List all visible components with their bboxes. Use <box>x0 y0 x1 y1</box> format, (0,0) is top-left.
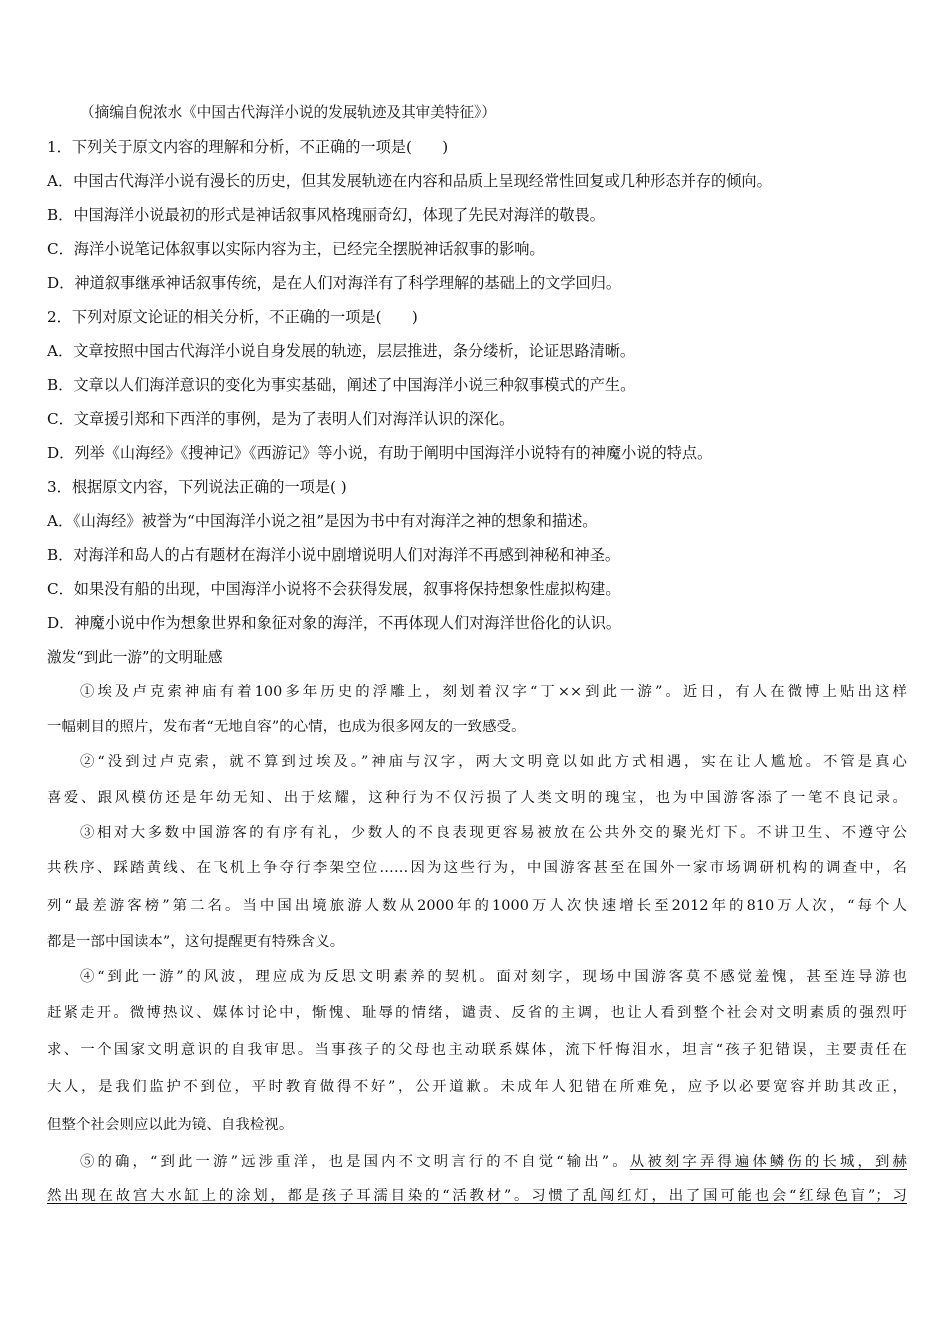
question-2-stem: 2．下列对原文论证的相关分析，不正确的一项是( ) <box>47 308 418 326</box>
question-3-option-b: B．对海洋和岛人的占有题材在海洋小说中剧增说明人们对海洋不再感到神秘和神圣。 <box>47 546 621 564</box>
question-1-option-c: C．海洋小说笔记体叙事以实际内容为主，已经完全摆脱神话叙事的影响。 <box>47 240 545 258</box>
question-2-option-b: B．文章以人们海洋意识的变化为事实基础，阐述了中国海洋小说三种叙事模式的产生。 <box>47 376 636 394</box>
paragraph-2-line-1: ②“没到过卢克索，就不算到过埃及。”神庙与汉字，两大文明竟以如此方式相遇，实在让人尴尬。不管是真心 <box>80 754 907 770</box>
question-2-option-d: D．列举《山海经》《搜神记》《西游记》等小说，有助于阐明中国海洋小说特有的神魔小说的特点。 <box>47 444 713 462</box>
question-2-option-c: C．文章援引郑和下西洋的事例，是为了表明人们对海洋认识的深化。 <box>47 410 515 428</box>
article-title: 激发“到此一游”的文明耻感 <box>47 649 223 666</box>
question-3-stem: 3．根据原文内容，下列说法正确的一项是( ) <box>47 478 347 496</box>
paragraph-3-line-1: ③相对大多数中国游客的有序有礼，少数人的不良表现更容易被放在公共外交的聚光灯下。不讲卫生、不遵守公 <box>80 825 907 841</box>
paragraph-4-line-5: 但整个社会则应以此为镜、自我检视。 <box>47 1117 294 1133</box>
question-3-option-a: A．《山海经》被誉为“中国海洋小说之祖”是因为书中有对海洋之神的想象和描述。 <box>47 512 598 530</box>
question-1-option-d: D．神道叙事继承神话叙事传统，是在人们对海洋有了科学理解的基础上的文学回归。 <box>47 274 622 292</box>
question-3-option-d: D．神魔小说中作为想象世界和象征对象的海洋，不再体现人们对海洋世俗化的认识。 <box>47 614 622 632</box>
paragraph-3-line-4: 都是一部中国读本”，这句提醒更有特殊含义。 <box>47 934 345 950</box>
paragraph-5-line-2: 然出现在故宫大水缸上的涂划，都是孩子耳濡目染的“活教材”。习惯了乱闯红灯，出了国可能也会“红绿色盲”；习 <box>47 1188 907 1204</box>
paragraph-1-line-1: ①埃及卢克索神庙有着100多年历史的浮雕上，刻划着汉字“丁××到此一游”。近日，有人在微博上贴出这样 <box>80 684 907 700</box>
paragraph-3-line-2: 共秩序、踩踏黄线、在飞机上争夺行李架空位……因为这些行为，中国游客甚至在国外一家市场调研机构的调查中，名 <box>47 860 907 876</box>
question-1-stem: 1．下列关于原文内容的理解和分析，不正确的一项是( ) <box>47 138 449 156</box>
question-1-option-a: A．中国古代海洋小说有漫长的历史，但其发展轨迹在内容和品质上呈现经常性回复或几种形态并存的倾向。 <box>47 172 772 190</box>
paragraph-4-line-1: ④“到此一游”的风波，理应成为反思文明素养的契机。面对刻字，现场中国游客莫不感觉羞愧，甚至连导游也 <box>80 969 907 985</box>
question-2-option-a: A．文章按照中国古代海洋小说自身发展的轨迹，层层推进，条分缕析，论证思路清晰。 <box>47 342 636 360</box>
question-3-option-c: C．如果没有船的出现，中国海洋小说将不会获得发展，叙事将保持想象性虚拟构建。 <box>47 580 621 598</box>
paragraph-2-line-2: 喜爱、跟风模仿还是年幼无知、出于炫耀，这种行为不仅污损了人类文明的瑰宝，也为中国游客添了一笔不良记录。 <box>47 790 907 806</box>
paragraph-3-line-3: 列“最差游客榜”第二名。当中国出境旅游人数从2000年的1000万人次快速增长至2012年的810万人次，“每个人 <box>47 898 907 914</box>
paragraph-1-line-2: 一幅刺目的照片，发布者“无地自容”的心情，也成为很多网友的一致感受。 <box>47 719 526 735</box>
paragraph-5-plain-text: ⑤的确，“到此一游”远涉重洋，也是国内不文明言行的不自觉“输出”。 <box>80 1154 630 1170</box>
source-citation: （摘编自倪浓水《中国古代海洋小说的发展轨迹及其审美特征》） <box>80 104 496 121</box>
paragraph-5-line-1 <box>80 1152 907 1172</box>
paragraph-4-line-3: 求、一个国家文明意识的自我审思。当事孩子的父母也主动联系媒体，流下忏悔泪水，坦言“孩子犯错误，主要责任在 <box>47 1042 907 1058</box>
question-1-option-b: B．中国海洋小说最初的形式是神话叙事风格瑰丽奇幻，体现了先民对海洋的敬畏。 <box>47 206 605 224</box>
paragraph-5-underlined-text: 从被刻字弄得遍体鳞伤的长城，到赫 <box>629 1154 908 1170</box>
paragraph-4-line-2: 赶紧走开。微博热议、媒体讨论中，惭愧、耻辱的情绪，谴责、反省的主调，也让人看到整个社会对文明素质的强烈吁 <box>47 1005 907 1021</box>
paragraph-4-line-4: 大人，是我们监护不到位，平时教育做得不好”，公开道歉。未成年人犯错在所难免，应予以必要宽容并助其改正， <box>47 1079 907 1095</box>
